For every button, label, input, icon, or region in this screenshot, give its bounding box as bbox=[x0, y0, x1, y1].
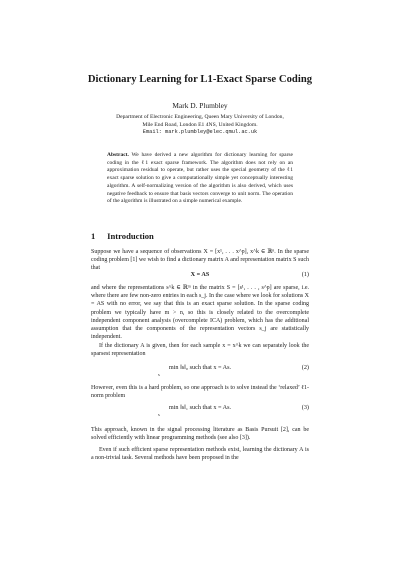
equation-body: min ‖s‖₁ such that x = As. bbox=[168, 404, 232, 411]
equation-subscript: s bbox=[158, 372, 160, 377]
section-heading bbox=[91, 231, 154, 241]
equation-body: min ‖s‖₀ such that x = As. bbox=[168, 364, 232, 371]
equation-subscript: s bbox=[158, 412, 160, 417]
equation-3-subscript bbox=[91, 412, 309, 421]
paragraph-3: If the dictionary A is given, then for each sample x = x^k we can separately look the sparsest representation bbox=[91, 343, 309, 358]
paragraph-2: and where the representations s^k ∈ ℝᵐ in the matrix S = [s¹, . . . , s^p] are sparse, i.e. where there are few non-zero entries in each s_j. In the case where we look for solutions X = AS with no error, we say that this is an exact sparse solution. In the sparse coding problem we typically have m > n, so this is closely related to the overcomplete independent component analysis (overcomplete ICA) problem, which has the additional assumption that the components of the representation vectors s_j are statistically independent. bbox=[91, 285, 309, 341]
section-title: Introduction bbox=[107, 231, 154, 241]
affiliation bbox=[0, 114, 400, 137]
equation-1 bbox=[91, 271, 309, 280]
paragraph-5: This approach, known in the signal processing literature as Basis Pursuit [2], can be solved efficiently with linear programming methods (see also [3]). bbox=[91, 427, 309, 442]
section-number: 1 bbox=[91, 231, 96, 241]
equation-body: X = AS bbox=[190, 271, 210, 278]
author-name: Mark D. Plumbley bbox=[172, 101, 228, 110]
affiliation-line: Mile End Road, London E1 4NS, United Kingdom. bbox=[142, 121, 258, 128]
abstract bbox=[107, 152, 293, 206]
equation-number: (1) bbox=[301, 271, 309, 278]
abstract-text: We have derived a new algorithm for dictionary learning for sparse coding in the ℓ1 exact sparse framework. The algorithm does not rely on an approximation residual to operate, but rather uses the special geometry of the ℓ1 exact sparse solution to give a computationally simple yet conceptually interesting algorithm. A self-normalizing version of the algorithm is also derived, which uses negative feedback to ensure that basis vectors converge to unit norm. The operation of the algorithm is illustrated on a simple numerical example. bbox=[107, 152, 293, 205]
paragraph-1: Suppose we have a sequence of observations X = [x¹, . . . x^p], x^k ∈ ℝⁿ. In the sparse coding problem [1] we wish to find a dictionary matrix A and representation matrix S such that bbox=[91, 249, 309, 272]
equation-2-subscript bbox=[91, 372, 309, 381]
paragraph-4: However, even this is a hard problem, so one approach is to solve instead the ‘relaxed’ ℓ1-norm problem bbox=[91, 385, 309, 400]
affiliation-line: Department of Electronic Engineering, Queen Mary University of London, bbox=[116, 114, 284, 120]
author-email: Email: mark.plumbley@elec.qmul.ac.uk bbox=[142, 129, 258, 136]
paper-title: Dictionary Learning for L1-Exact Sparse Coding bbox=[87, 74, 313, 85]
abstract-label: Abstract. bbox=[107, 152, 129, 158]
equation-number: (3) bbox=[301, 404, 309, 411]
equation-number: (2) bbox=[301, 364, 309, 371]
paragraph-6: Even if such efficient sparse representation methods exist, learning the dictionary A is a non-trivial task. Several methods have been proposed in the bbox=[91, 447, 309, 462]
